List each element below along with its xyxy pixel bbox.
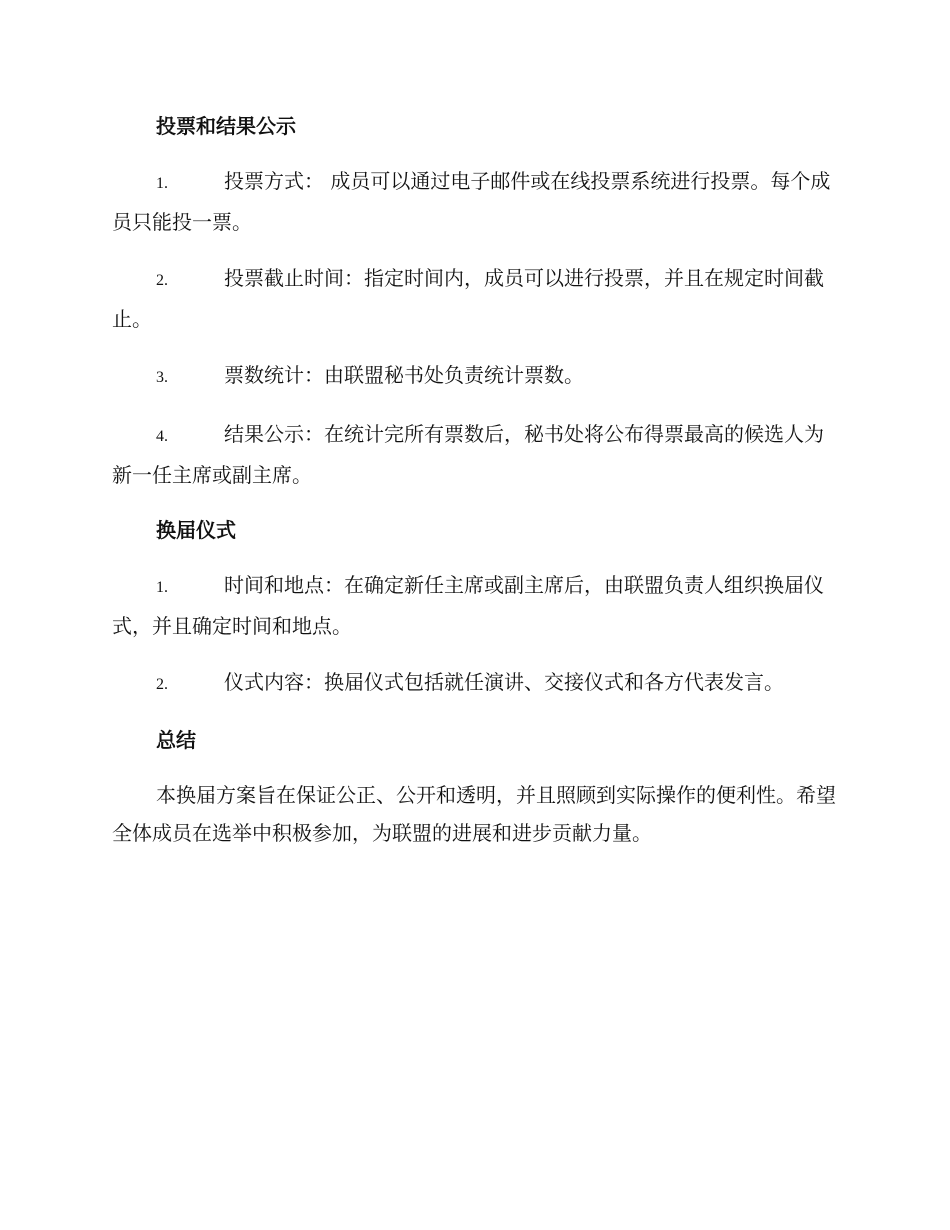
document-content	[112, 108, 842, 852]
summary-paragraph: 本换届方案旨在保证公正、公开和透明，并且照顾到实际操作的便利性。希望全体成员在选举中积极参加，为联盟的进展和进步贡献力量。	[112, 783, 836, 845]
list-text: 时间和地点：在确定新任主席或副主席后，由联盟负责人组织换届仪式，并且确定时间和地点。	[112, 573, 824, 638]
list-number: 1.	[156, 579, 168, 596]
list-item	[112, 663, 842, 704]
list-number: 2.	[156, 272, 168, 289]
list-item	[112, 566, 842, 645]
list-number: 4.	[156, 428, 168, 445]
section-heading-voting: 投票和结果公示	[156, 114, 296, 138]
list-item	[112, 259, 842, 338]
list-item	[112, 162, 842, 241]
list-text: 票数统计：由联盟秘书处负责统计票数。	[224, 363, 584, 387]
list-number: 3.	[156, 369, 168, 386]
list-text: 投票截止时间：指定时间内，成员可以进行投票，并且在规定时间截止。	[112, 266, 824, 331]
list-text: 仪式内容：换届仪式包括就任演讲、交接仪式和各方代表发言。	[224, 670, 784, 694]
list-number: 1.	[156, 175, 168, 192]
section-heading-ceremony: 换届仪式	[156, 518, 236, 542]
list-number: 2.	[156, 676, 168, 693]
list-item	[112, 356, 842, 397]
list-text: 结果公示：在统计完所有票数后，秘书处将公布得票最高的候选人为新一任主席或副主席。	[112, 422, 824, 487]
list-text: 投票方式： 成员可以通过电子邮件或在线投票系统进行投票。每个成员只能投一票。	[112, 169, 831, 234]
list-item	[112, 415, 842, 494]
section-heading-summary: 总结	[156, 728, 196, 752]
